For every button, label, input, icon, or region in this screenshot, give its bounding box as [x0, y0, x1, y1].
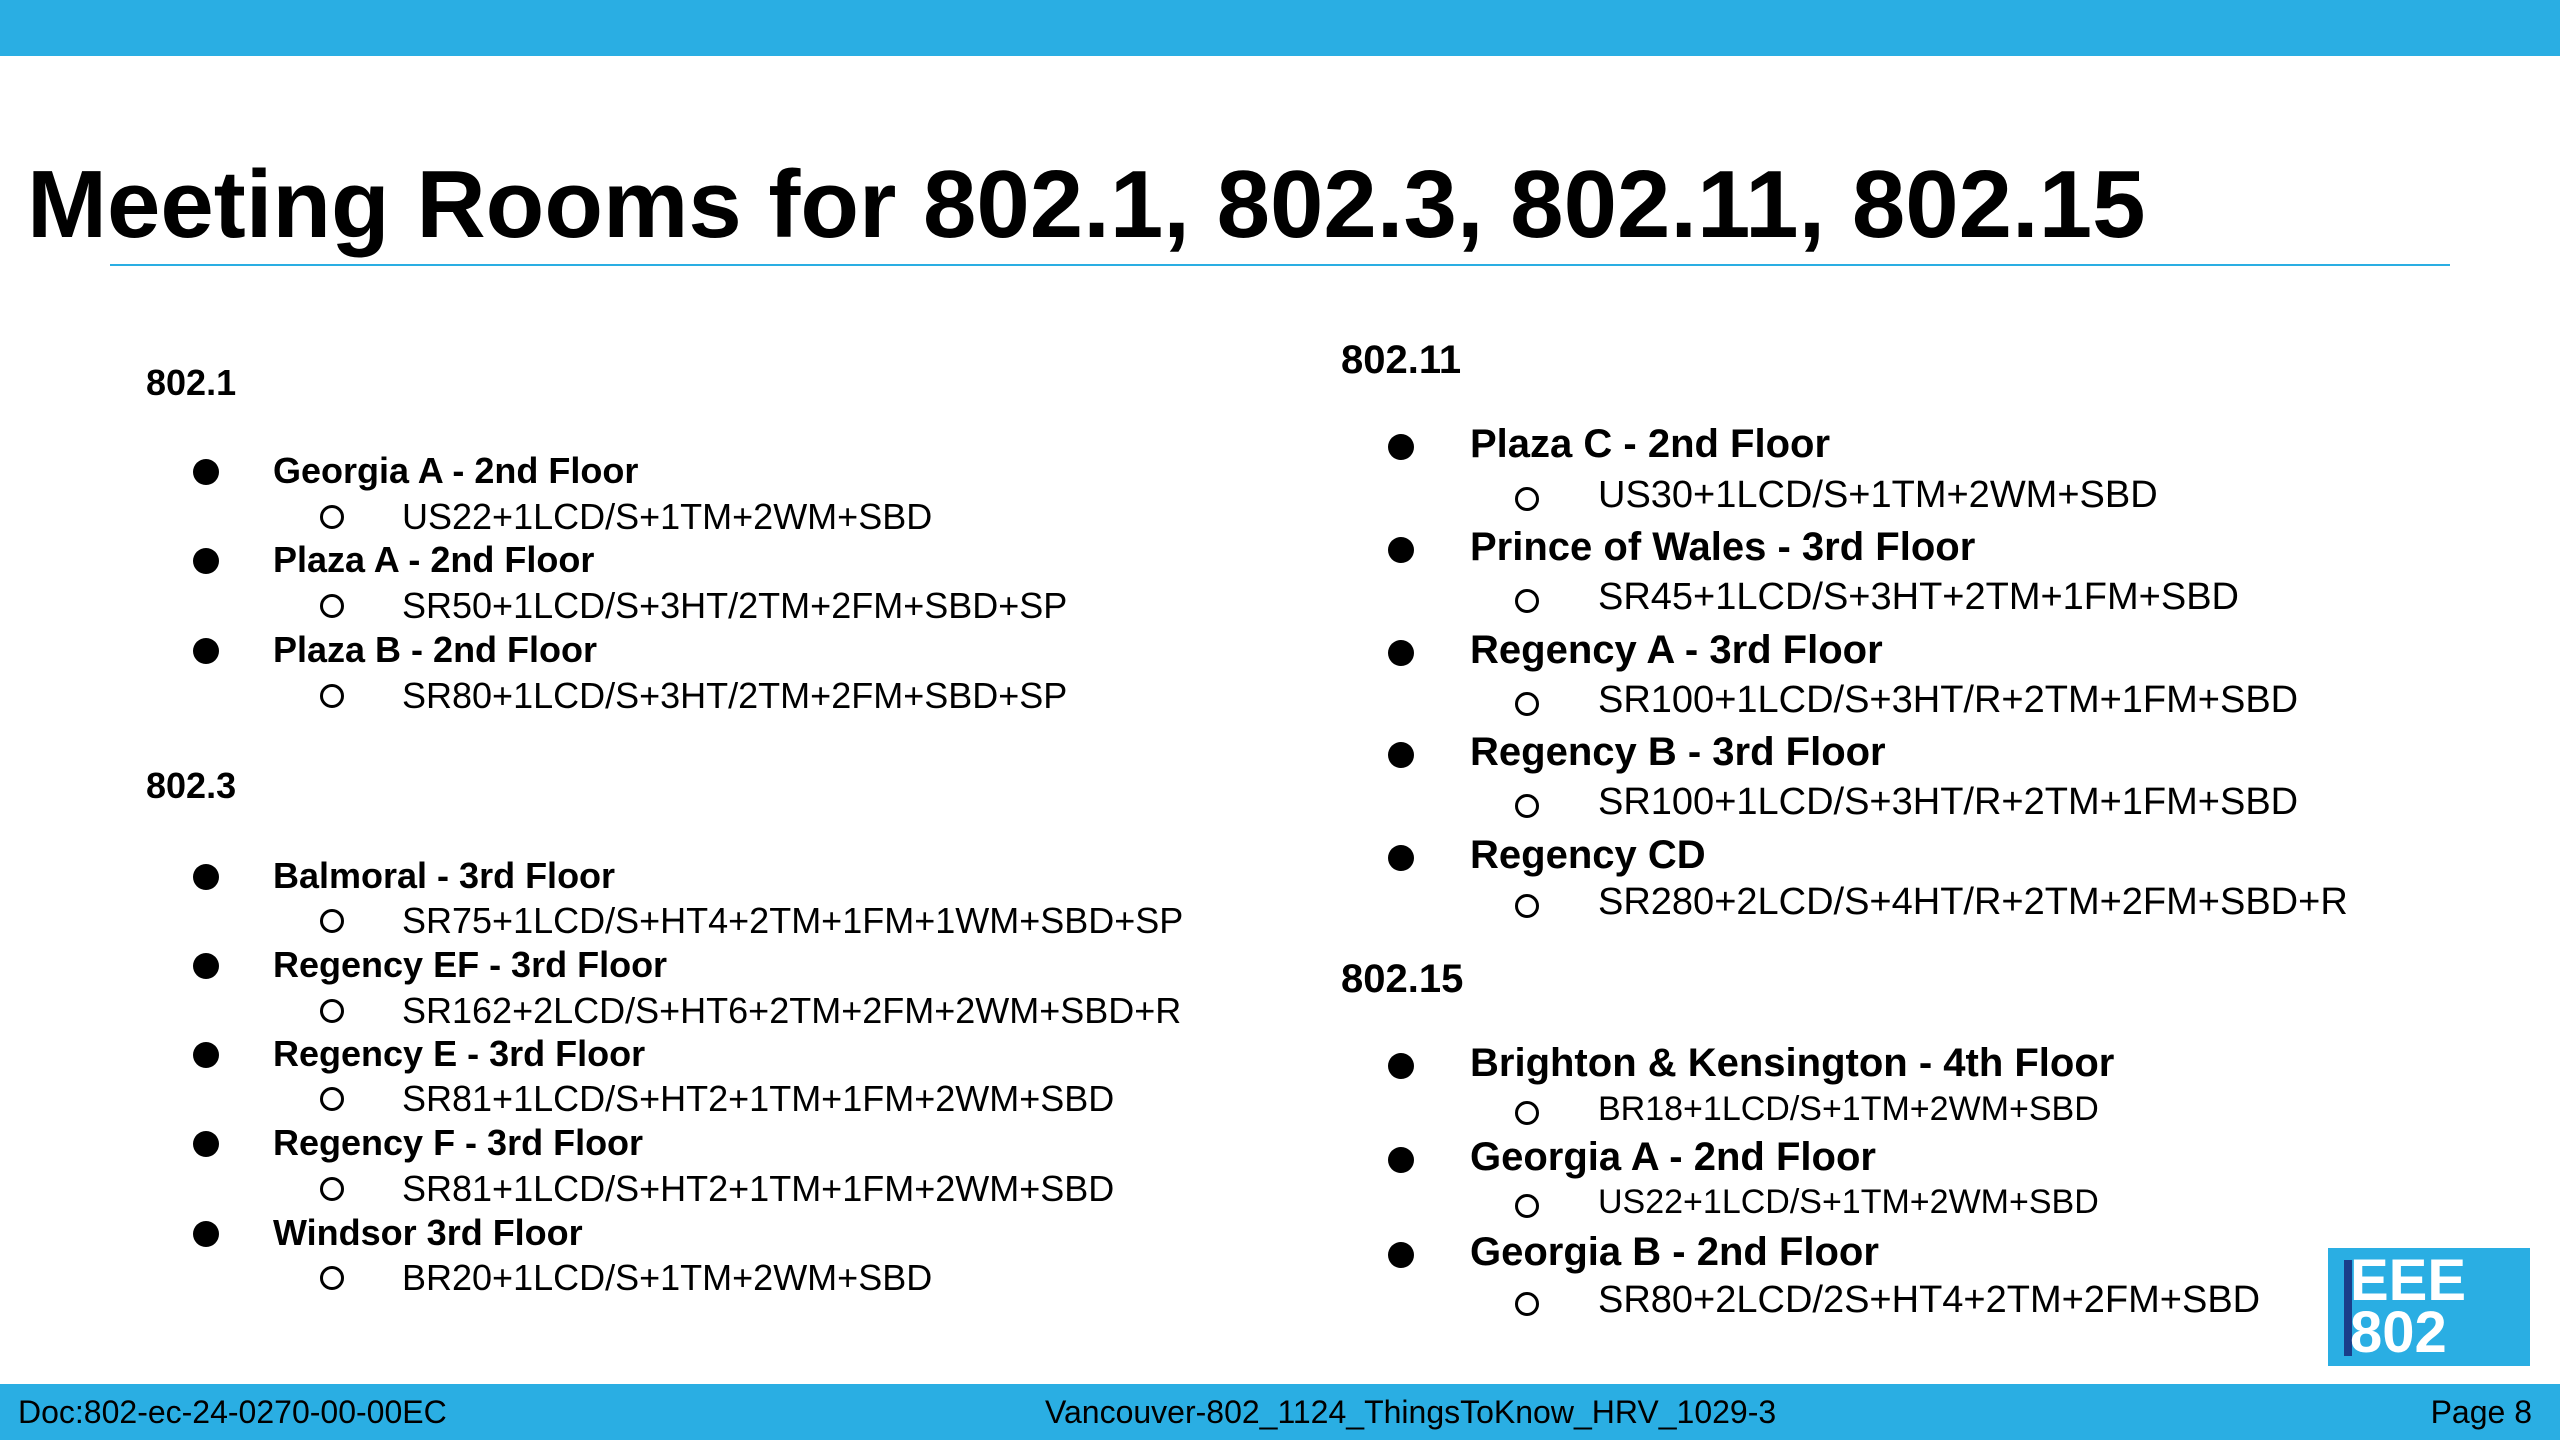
room-spec: SR100+1LCD/S+3HT/R+2TM+1FM+SBD — [1598, 679, 2299, 721]
room-spec: SR80+1LCD/S+3HT/2TM+2FM+SBD+SP — [402, 675, 1068, 716]
room-spec: US30+1LCD/S+1TM+2WM+SBD — [1598, 474, 2158, 516]
room-name: Prince of Wales - 3rd Floor — [1470, 525, 1976, 569]
room-spec: SR162+2LCD/S+HT6+2TM+2FM+2WM+SBD+R — [402, 990, 1182, 1031]
footer-page-number: Page 8 — [2430, 1394, 2532, 1430]
room-name: Regency F - 3rd Floor — [273, 1122, 644, 1163]
room-spec: SR50+1LCD/S+3HT/2TM+2FM+SBD+SP — [402, 585, 1068, 626]
filled-bullet-icon — [1388, 845, 1414, 871]
room-spec: SR75+1LCD/S+HT4+2TM+1FM+1WM+SBD+SP — [402, 900, 1184, 941]
ieee-802-logo — [2328, 1248, 2530, 1366]
filled-bullet-icon — [1388, 1242, 1414, 1268]
filled-bullet-icon — [1388, 537, 1414, 563]
room-name: Brighton & Kensington - 4th Floor — [1470, 1041, 2115, 1085]
filled-bullet-icon — [1388, 434, 1414, 460]
room-name: Regency EF - 3rd Floor — [273, 944, 668, 985]
group-heading-802-1: 802.1 — [146, 362, 237, 403]
filled-bullet-icon — [193, 459, 219, 485]
room-spec: SR45+1LCD/S+3HT+2TM+1FM+SBD — [1598, 576, 2239, 618]
hollow-bullet-icon — [320, 594, 344, 618]
footer-file-name: Vancouver-802_1124_ThingsToKnow_HRV_1029-3 — [1045, 1394, 1777, 1430]
hollow-bullet-icon — [1515, 1101, 1539, 1125]
room-spec: SR80+2LCD/2S+HT4+2TM+2FM+SBD — [1598, 1279, 2261, 1321]
filled-bullet-icon — [193, 638, 219, 664]
room-name: Plaza A - 2nd Floor — [273, 539, 595, 580]
room-spec: BR20+1LCD/S+1TM+2WM+SBD — [402, 1257, 933, 1298]
slide-title: Meeting Rooms for 802.1, 802.3, 802.11, 802.15 — [27, 151, 2146, 258]
filled-bullet-icon — [193, 1042, 219, 1068]
room-name: Plaza C - 2nd Floor — [1470, 422, 1831, 466]
room-spec: SR100+1LCD/S+3HT/R+2TM+1FM+SBD — [1598, 781, 2299, 823]
room-spec: SR81+1LCD/S+HT2+1TM+1FM+2WM+SBD — [402, 1168, 1115, 1209]
room-spec: US22+1LCD/S+1TM+2WM+SBD — [1598, 1183, 2099, 1221]
top-accent-bar — [0, 0, 2560, 56]
hollow-bullet-icon — [320, 684, 344, 708]
logo-text-line-1: EEE — [2350, 1248, 2467, 1313]
room-name: Georgia A - 2nd Floor — [273, 450, 639, 491]
group-heading-802-3: 802.3 — [146, 765, 237, 806]
hollow-bullet-icon — [1515, 794, 1539, 818]
hollow-bullet-icon — [320, 999, 344, 1023]
filled-bullet-icon — [193, 1131, 219, 1157]
room-name: Georgia B - 2nd Floor — [1470, 1230, 1879, 1274]
hollow-bullet-icon — [320, 1177, 344, 1201]
hollow-bullet-icon — [1515, 692, 1539, 716]
group-heading-802-15: 802.15 — [1341, 957, 1464, 1001]
filled-bullet-icon — [1388, 640, 1414, 666]
footer-bar — [0, 1384, 2560, 1440]
filled-bullet-icon — [1388, 1147, 1414, 1173]
room-name: Regency E - 3rd Floor — [273, 1033, 646, 1074]
room-name: Balmoral - 3rd Floor — [273, 855, 616, 896]
group-heading-802-11: 802.11 — [1341, 338, 1462, 382]
room-name: Georgia A - 2nd Floor — [1470, 1135, 1876, 1179]
room-name: Regency CD — [1470, 833, 1706, 877]
hollow-bullet-icon — [320, 1266, 344, 1290]
filled-bullet-icon — [193, 1221, 219, 1247]
filled-bullet-icon — [1388, 1053, 1414, 1079]
hollow-bullet-icon — [320, 909, 344, 933]
hollow-bullet-icon — [1515, 894, 1539, 918]
hollow-bullet-icon — [1515, 1194, 1539, 1218]
room-spec: BR18+1LCD/S+1TM+2WM+SBD — [1598, 1090, 2099, 1128]
hollow-bullet-icon — [320, 1087, 344, 1111]
room-name: Regency B - 3rd Floor — [1470, 730, 1886, 774]
logo-text-line-2: 802 — [2350, 1300, 2447, 1365]
room-spec: US22+1LCD/S+1TM+2WM+SBD — [402, 496, 933, 537]
filled-bullet-icon — [193, 953, 219, 979]
filled-bullet-icon — [193, 548, 219, 574]
hollow-bullet-icon — [320, 505, 344, 529]
hollow-bullet-icon — [1515, 589, 1539, 613]
room-name: Windsor 3rd Floor — [273, 1212, 583, 1253]
hollow-bullet-icon — [1515, 487, 1539, 511]
filled-bullet-icon — [1388, 742, 1414, 768]
filled-bullet-icon — [193, 864, 219, 890]
title-underline — [110, 264, 2450, 266]
room-name: Regency A - 3rd Floor — [1470, 628, 1883, 672]
footer-doc-id: Doc:802-ec-24-0270-00-00EC — [18, 1394, 447, 1430]
room-spec: SR280+2LCD/S+4HT/R+2TM+2FM+SBD+R — [1598, 881, 2348, 923]
hollow-bullet-icon — [1515, 1292, 1539, 1316]
room-spec: SR81+1LCD/S+HT2+1TM+1FM+2WM+SBD — [402, 1078, 1115, 1119]
room-name: Plaza B - 2nd Floor — [273, 629, 598, 670]
